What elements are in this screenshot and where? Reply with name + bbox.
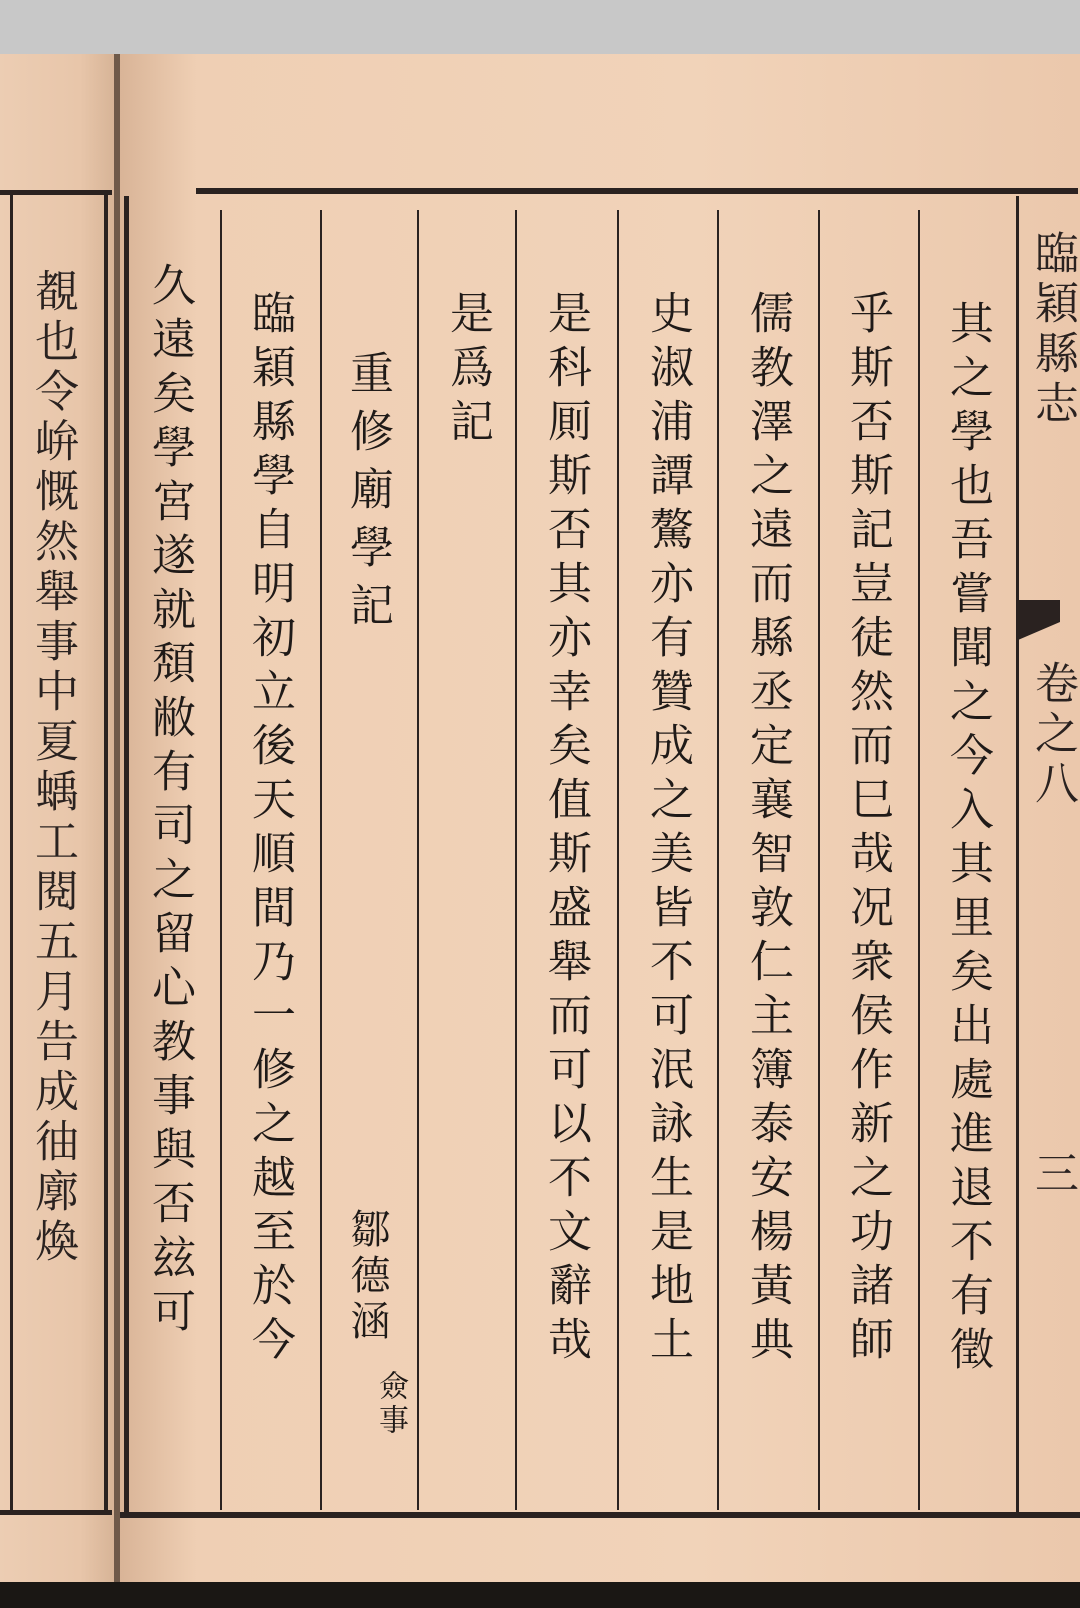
section-title: 重修廟學記 bbox=[342, 350, 393, 640]
column-divider bbox=[818, 210, 820, 1510]
frame-center-rule bbox=[1016, 196, 1019, 1514]
text-column-4: 史淑浦譚驁亦有贊成之美皆不可泯詠生是地土 bbox=[642, 290, 693, 1370]
volume-label: 卷之八 bbox=[1027, 660, 1078, 810]
text-column-6: 是爲記 bbox=[442, 290, 493, 452]
scan-bottom-edge bbox=[0, 1582, 1080, 1608]
frame-left-rule bbox=[124, 196, 129, 1514]
left-page-top-rule bbox=[0, 190, 112, 195]
left-page-text-column: 覩也令峅慨然舉事中夏蝺工閱五月告成㣙廓煥 bbox=[27, 268, 78, 1268]
column-divider bbox=[320, 210, 322, 1510]
column-divider bbox=[717, 210, 719, 1510]
left-page-bottom-rule bbox=[0, 1510, 112, 1515]
text-column-2: 乎斯否斯記豈徒然而巳哉况衆侯作新之功諸師 bbox=[842, 290, 893, 1370]
author-title: 僉事 bbox=[373, 1370, 408, 1438]
column-divider bbox=[417, 210, 419, 1510]
scan-top-margin bbox=[0, 0, 1080, 54]
author-name: 鄒德涵 bbox=[344, 1208, 390, 1346]
page-number: 三 bbox=[1027, 1150, 1078, 1200]
text-column-3: 儒教澤之遠而縣丞定襄智敦仁主簿泰安楊黃典 bbox=[742, 290, 793, 1370]
left-page-outer-rule bbox=[104, 195, 108, 1510]
column-divider bbox=[515, 210, 517, 1510]
column-divider bbox=[617, 210, 619, 1510]
text-column-8: 久遠矣學宮遂就頽敝有司之留心教事與否玆可 bbox=[144, 262, 195, 1342]
column-divider bbox=[220, 210, 222, 1510]
text-column-5: 是科厠斯否其亦幸矣值斯盛舉而可以不文辭哉 bbox=[540, 290, 591, 1370]
text-column-1: 其之學也吾嘗聞之今入其里矣出處進退不有徵 bbox=[942, 300, 993, 1380]
frame-top-rule bbox=[196, 188, 1078, 194]
column-divider bbox=[918, 210, 920, 1510]
frame-bottom-rule bbox=[120, 1512, 1080, 1518]
left-page-column-rule bbox=[10, 195, 13, 1510]
book-title: 臨穎縣志 bbox=[1027, 230, 1078, 430]
text-column-7: 臨穎縣學自明初立後天順間乃一修之越至於今 bbox=[244, 290, 295, 1370]
